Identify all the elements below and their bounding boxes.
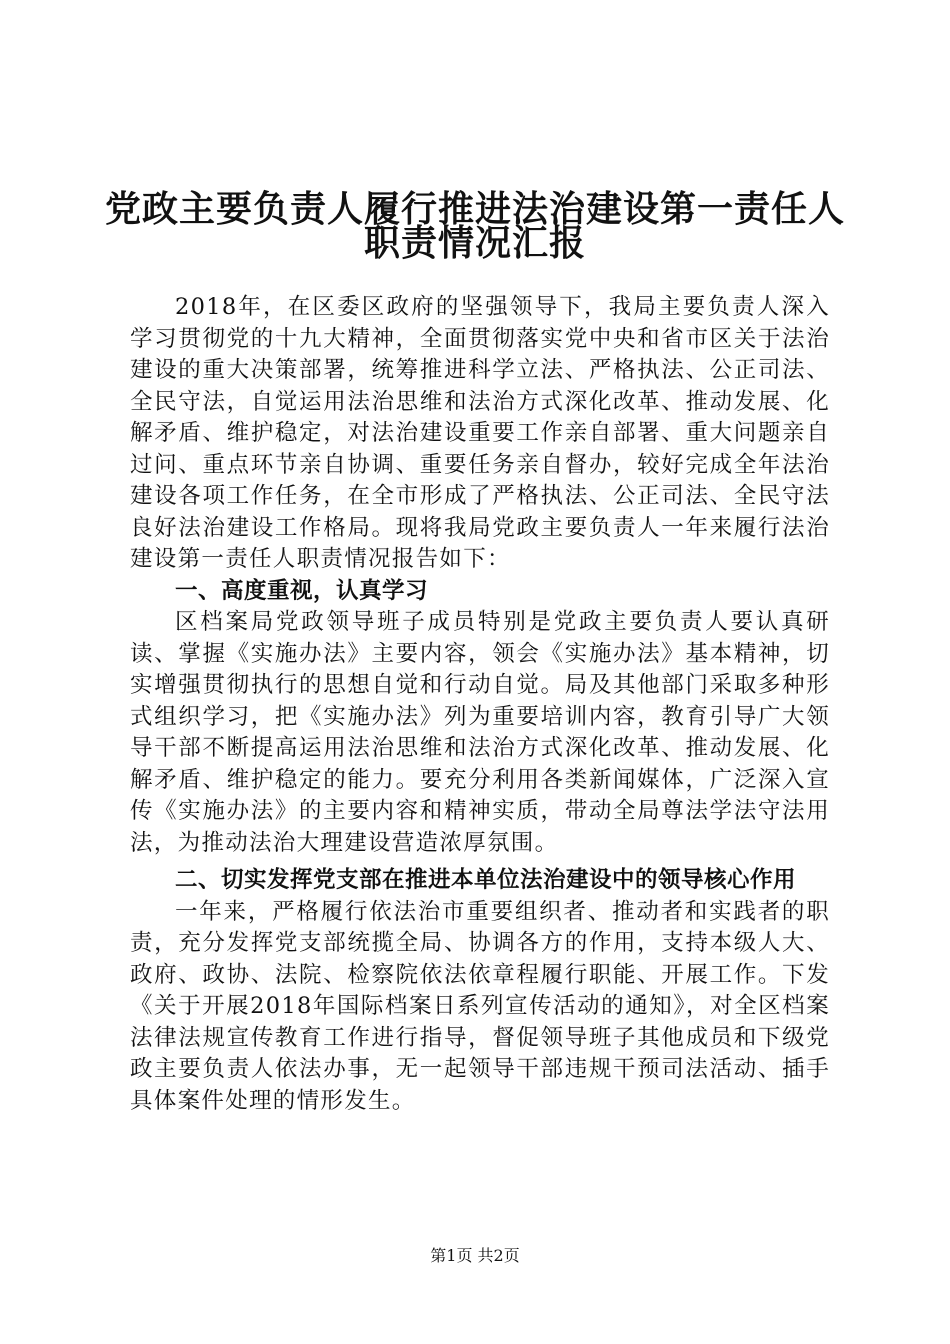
intro-paragraph: 2018年，在区委区政府的坚强领导下，我局主要负责人深入学习贯彻党的十九大精神，全面贯彻落实党中央和省市区关于法治建设的重大决策部署，统筹推进科学立法、严格执法、公正司法、全民守法，自觉运用法治思维和法治方式深化改革、推动发展、化解矛盾、维护稳定，对法治建设重要工作亲自部署、重大问题亲自过问、重点环节亲自协调、重要任务亲自督办，较好完成全年法治建设各项工作任务，在全市形成了严格执法、公正司法、全民守法良好法治建设工作格局。现将我局党政主要负责人一年来履行法治建设第一责任人职责情况报告如下： bbox=[130, 294, 830, 572]
section-2-paragraph: 一年来，严格履行依法治市重要组织者、推动者和实践者的职责，充分发挥党支部统揽全局、协调各方的作用，支持本级人大、政府、政协、法院、检察院依法依章程履行职能、开展工作。下发《关于开展2018年国际档案日系列宣传活动的通知》，对全区档案法律法规宣传教育工作进行指导，督促领导班子其他成员和下级党政主要负责人依法办事，无一起领导干部违规干预司法活动、插手具体案件处理的情形发生。 bbox=[130, 898, 830, 1114]
page-footer: 第1页 共2页 bbox=[430, 1246, 520, 1265]
document-title-line-2: 职责情况汇报 bbox=[363, 223, 586, 264]
section-heading-2: 二、切实发挥党支部在推进本单位法治建设中的领导核心作用 bbox=[175, 867, 797, 893]
section-1-paragraph: 区档案局党政领导班子成员特别是党政主要负责人要认真研读、掌握《实施办法》主要内容，领会《实施办法》基本精神，切实增强贯彻执行的思想自觉和行动自觉。局及其他部门采取多种形式组织学习，把《实施办法》列为重要培训内容，教育引导广大领导干部不断提高运用法治思维和法治方式深化改革、推动发展、化解矛盾、维护稳定的能力。要充分利用各类新闻媒体，广泛深入宣传《实施办法》的主要内容和精神实质，带动全局尊法学法守法用法，为推动法治大理建设营造浓厚氛围。 bbox=[130, 609, 830, 856]
section-heading-1: 一、高度重视，认真学习 bbox=[175, 577, 429, 604]
document-title-line-1: 党政主要负责人履行推进法治建设第一责任人 bbox=[104, 189, 845, 230]
document-body bbox=[130, 292, 830, 1117]
